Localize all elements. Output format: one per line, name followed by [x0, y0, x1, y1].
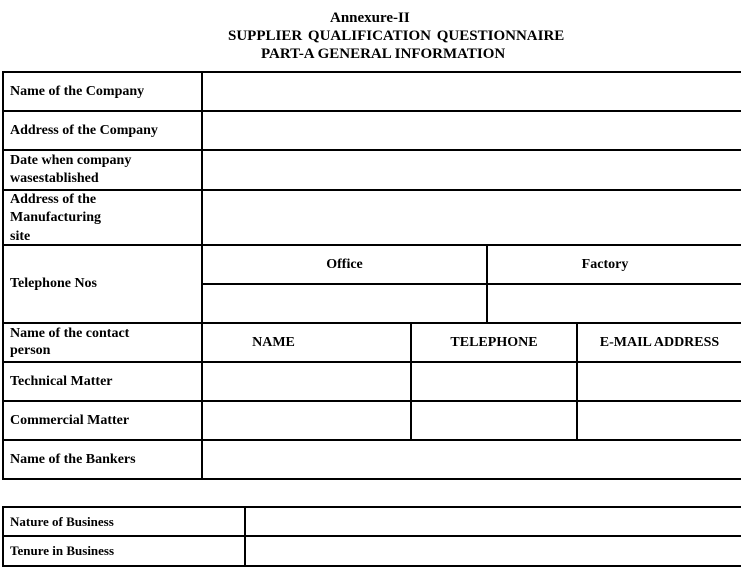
- manufacturing-address-label-line3: site: [10, 229, 31, 244]
- table-border: [2, 478, 741, 480]
- manufacturing-address-field[interactable]: [203, 190, 741, 244]
- table-border: [2, 565, 741, 567]
- bankers-label: Name of the Bankers: [10, 452, 136, 467]
- table-border: [2, 506, 4, 566]
- office-column-header: Office: [326, 257, 363, 272]
- section-title: PART-A GENERAL INFORMATION: [261, 46, 506, 62]
- contact-person-label-line1: Name of the contact: [10, 326, 130, 341]
- commercial-email-field[interactable]: [578, 401, 741, 439]
- commercial-telephone-field[interactable]: [412, 401, 576, 439]
- commercial-name-field[interactable]: [203, 401, 410, 439]
- company-name-label: Name of the Company: [10, 84, 145, 99]
- telephone-column-header: TELEPHONE: [450, 335, 538, 350]
- bankers-field[interactable]: [203, 440, 741, 478]
- date-established-field[interactable]: [203, 150, 741, 189]
- table-border: [2, 71, 4, 479]
- annexure-label: Annexure-II: [330, 10, 410, 26]
- contact-person-label-line2: person: [10, 343, 51, 358]
- name-column-header: NAME: [252, 335, 295, 350]
- date-established-label-line2: wasestablished: [10, 171, 99, 186]
- document-title: SUPPLIER QUALIFICATION QUESTIONNAIRE: [228, 28, 565, 44]
- technical-telephone-field[interactable]: [412, 362, 576, 400]
- tenure-in-business-label: Tenure in Business: [10, 543, 115, 558]
- date-established-label-line1: Date when company: [10, 153, 132, 168]
- manufacturing-address-label-line1: Address of the: [10, 192, 97, 207]
- email-column-header: E-MAIL ADDRESS: [599, 335, 720, 350]
- tenure-in-business-field[interactable]: [246, 537, 741, 565]
- company-address-field[interactable]: [203, 111, 741, 149]
- row-divider: [2, 322, 741, 324]
- company-name-field[interactable]: [203, 72, 741, 110]
- factory-telephone-field[interactable]: [488, 285, 741, 322]
- factory-column-header: Factory: [581, 257, 629, 272]
- technical-matter-label: Technical Matter: [10, 374, 113, 389]
- manufacturing-address-label-line2: Manufacturing: [10, 210, 101, 225]
- telephone-label: Telephone Nos: [10, 276, 98, 291]
- commercial-matter-label: Commercial Matter: [10, 413, 130, 428]
- company-address-label: Address of the Company: [10, 123, 158, 138]
- office-telephone-field[interactable]: [203, 285, 486, 322]
- technical-email-field[interactable]: [578, 362, 741, 400]
- row-divider: [2, 244, 741, 246]
- technical-name-field[interactable]: [203, 362, 410, 400]
- nature-of-business-field[interactable]: [246, 507, 741, 535]
- nature-of-business-label: Nature of Business: [10, 514, 114, 529]
